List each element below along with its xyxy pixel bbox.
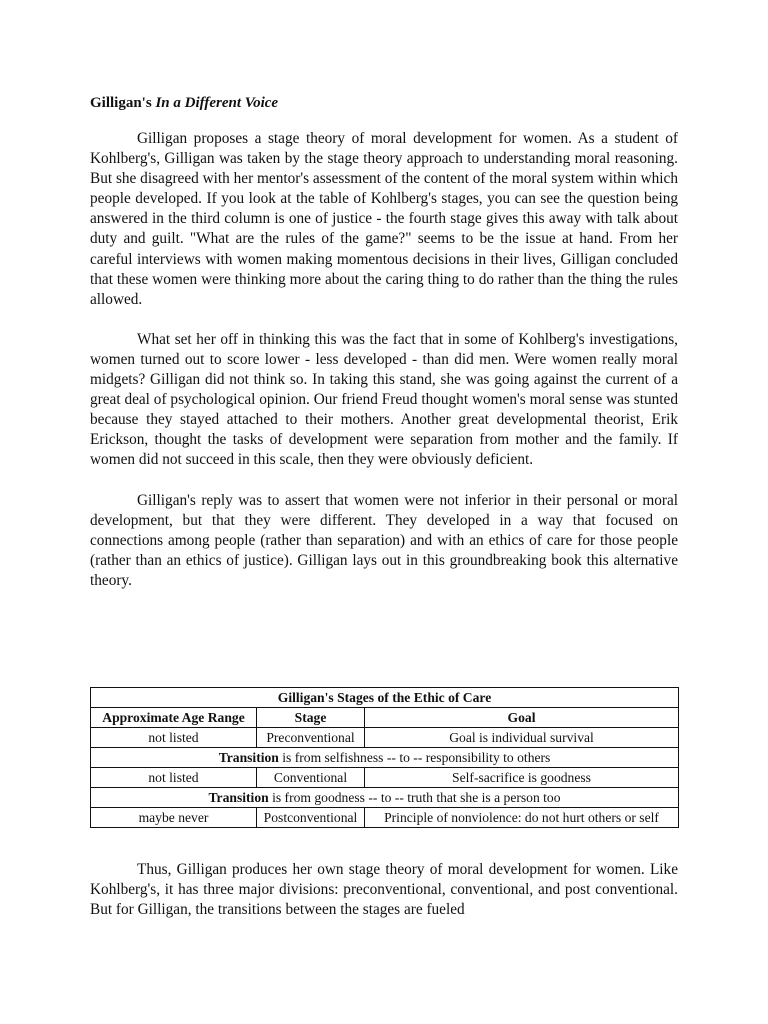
age-cell: maybe never (91, 808, 257, 828)
stage-cell: Preconventional (257, 728, 365, 748)
closing-section (90, 860, 678, 940)
header-age-range: Approximate Age Range (91, 708, 257, 728)
transition-cell (91, 748, 679, 768)
table-title: Gilligan's Stages of the Ethic of Care (91, 688, 679, 708)
goal-cell: Principle of nonviolence: do not hurt others or self (365, 808, 679, 828)
transition-cell (91, 788, 679, 808)
heading-book-title: In a Different Voice (155, 95, 279, 111)
stages-table-container (90, 687, 678, 828)
paragraph-2: What set her off in thinking this was the fact that in some of Kohlberg's investigations, women turned out to score lower - less developed - than did men. Were women really moral midgets? Gilligan did not think so. In taking this stand, she was going against the current of a great deal of psychological opinion. Our friend Freud thought women's moral sense was stunted because they stayed attached to their mothers. Another great developmental theorist, Erik Erickson, thought the tasks of development were separation from mother and the family. If women did not succeed in this scale, then they were obviously deficient. (90, 330, 678, 469)
table-title-row (91, 688, 679, 708)
goal-cell: Self-sacrifice is goodness (365, 768, 679, 788)
transition-text: is from goodness -- to -- truth that she is a person too (268, 789, 561, 805)
age-cell: not listed (91, 768, 257, 788)
heading-prefix: Gilligan's (90, 95, 156, 111)
transition-text: is from selfishness -- to -- responsibility to others (278, 749, 551, 765)
table-row (91, 728, 679, 748)
document-body (90, 94, 678, 611)
document-heading (90, 94, 678, 112)
table-header-row (91, 708, 679, 728)
header-goal: Goal (365, 708, 679, 728)
goal-cell: Goal is individual survival (365, 728, 679, 748)
header-stage: Stage (257, 708, 365, 728)
transition-label: Transition (218, 749, 279, 765)
age-cell: not listed (91, 728, 257, 748)
paragraph-4: Thus, Gilligan produces her own stage theory of moral development for women. Like Kohlberg's, it has three major divisions: preconventional, conventional, and post conventional. But for Gilligan, the transitions between the stages are fueled (90, 861, 678, 919)
stage-cell: Postconventional (257, 808, 365, 828)
stage-cell: Conventional (257, 768, 365, 788)
transition-label: Transition (208, 789, 269, 805)
transition-row (91, 788, 679, 808)
paragraph-3: Gilligan's reply was to assert that women were not inferior in their personal or moral development, but that they were different. They developed in a way that focused on connections among people (rather than separation) and with an ethics of care for those people (rather than an ethics of justice). Gilligan lays out in this groundbreaking book this alternative theory. (90, 491, 678, 589)
table-row (91, 808, 679, 828)
ethic-of-care-table (90, 687, 679, 828)
transition-row (91, 748, 679, 768)
paragraph-1: Gilligan proposes a stage theory of moral development for women. As a student of Kohlberg's, Gilligan was taken by the stage theory approach to understanding moral reasoning. But she disagreed with her mentor's assessment of the content of the moral system within which people developed. If you look at the table of Kohlberg's stages, you can see the question being answered in the third column is one of justice - the fourth stage gives this away with talk about duty and guilt. "What are the rules of the game?" seems to be the issue at hand. From her careful interviews with women making momentous decisions in their lives, Gilligan concluded that these women were thinking more about the caring thing to do rather than the thing the rules allowed. (90, 130, 678, 308)
table-row (91, 768, 679, 788)
